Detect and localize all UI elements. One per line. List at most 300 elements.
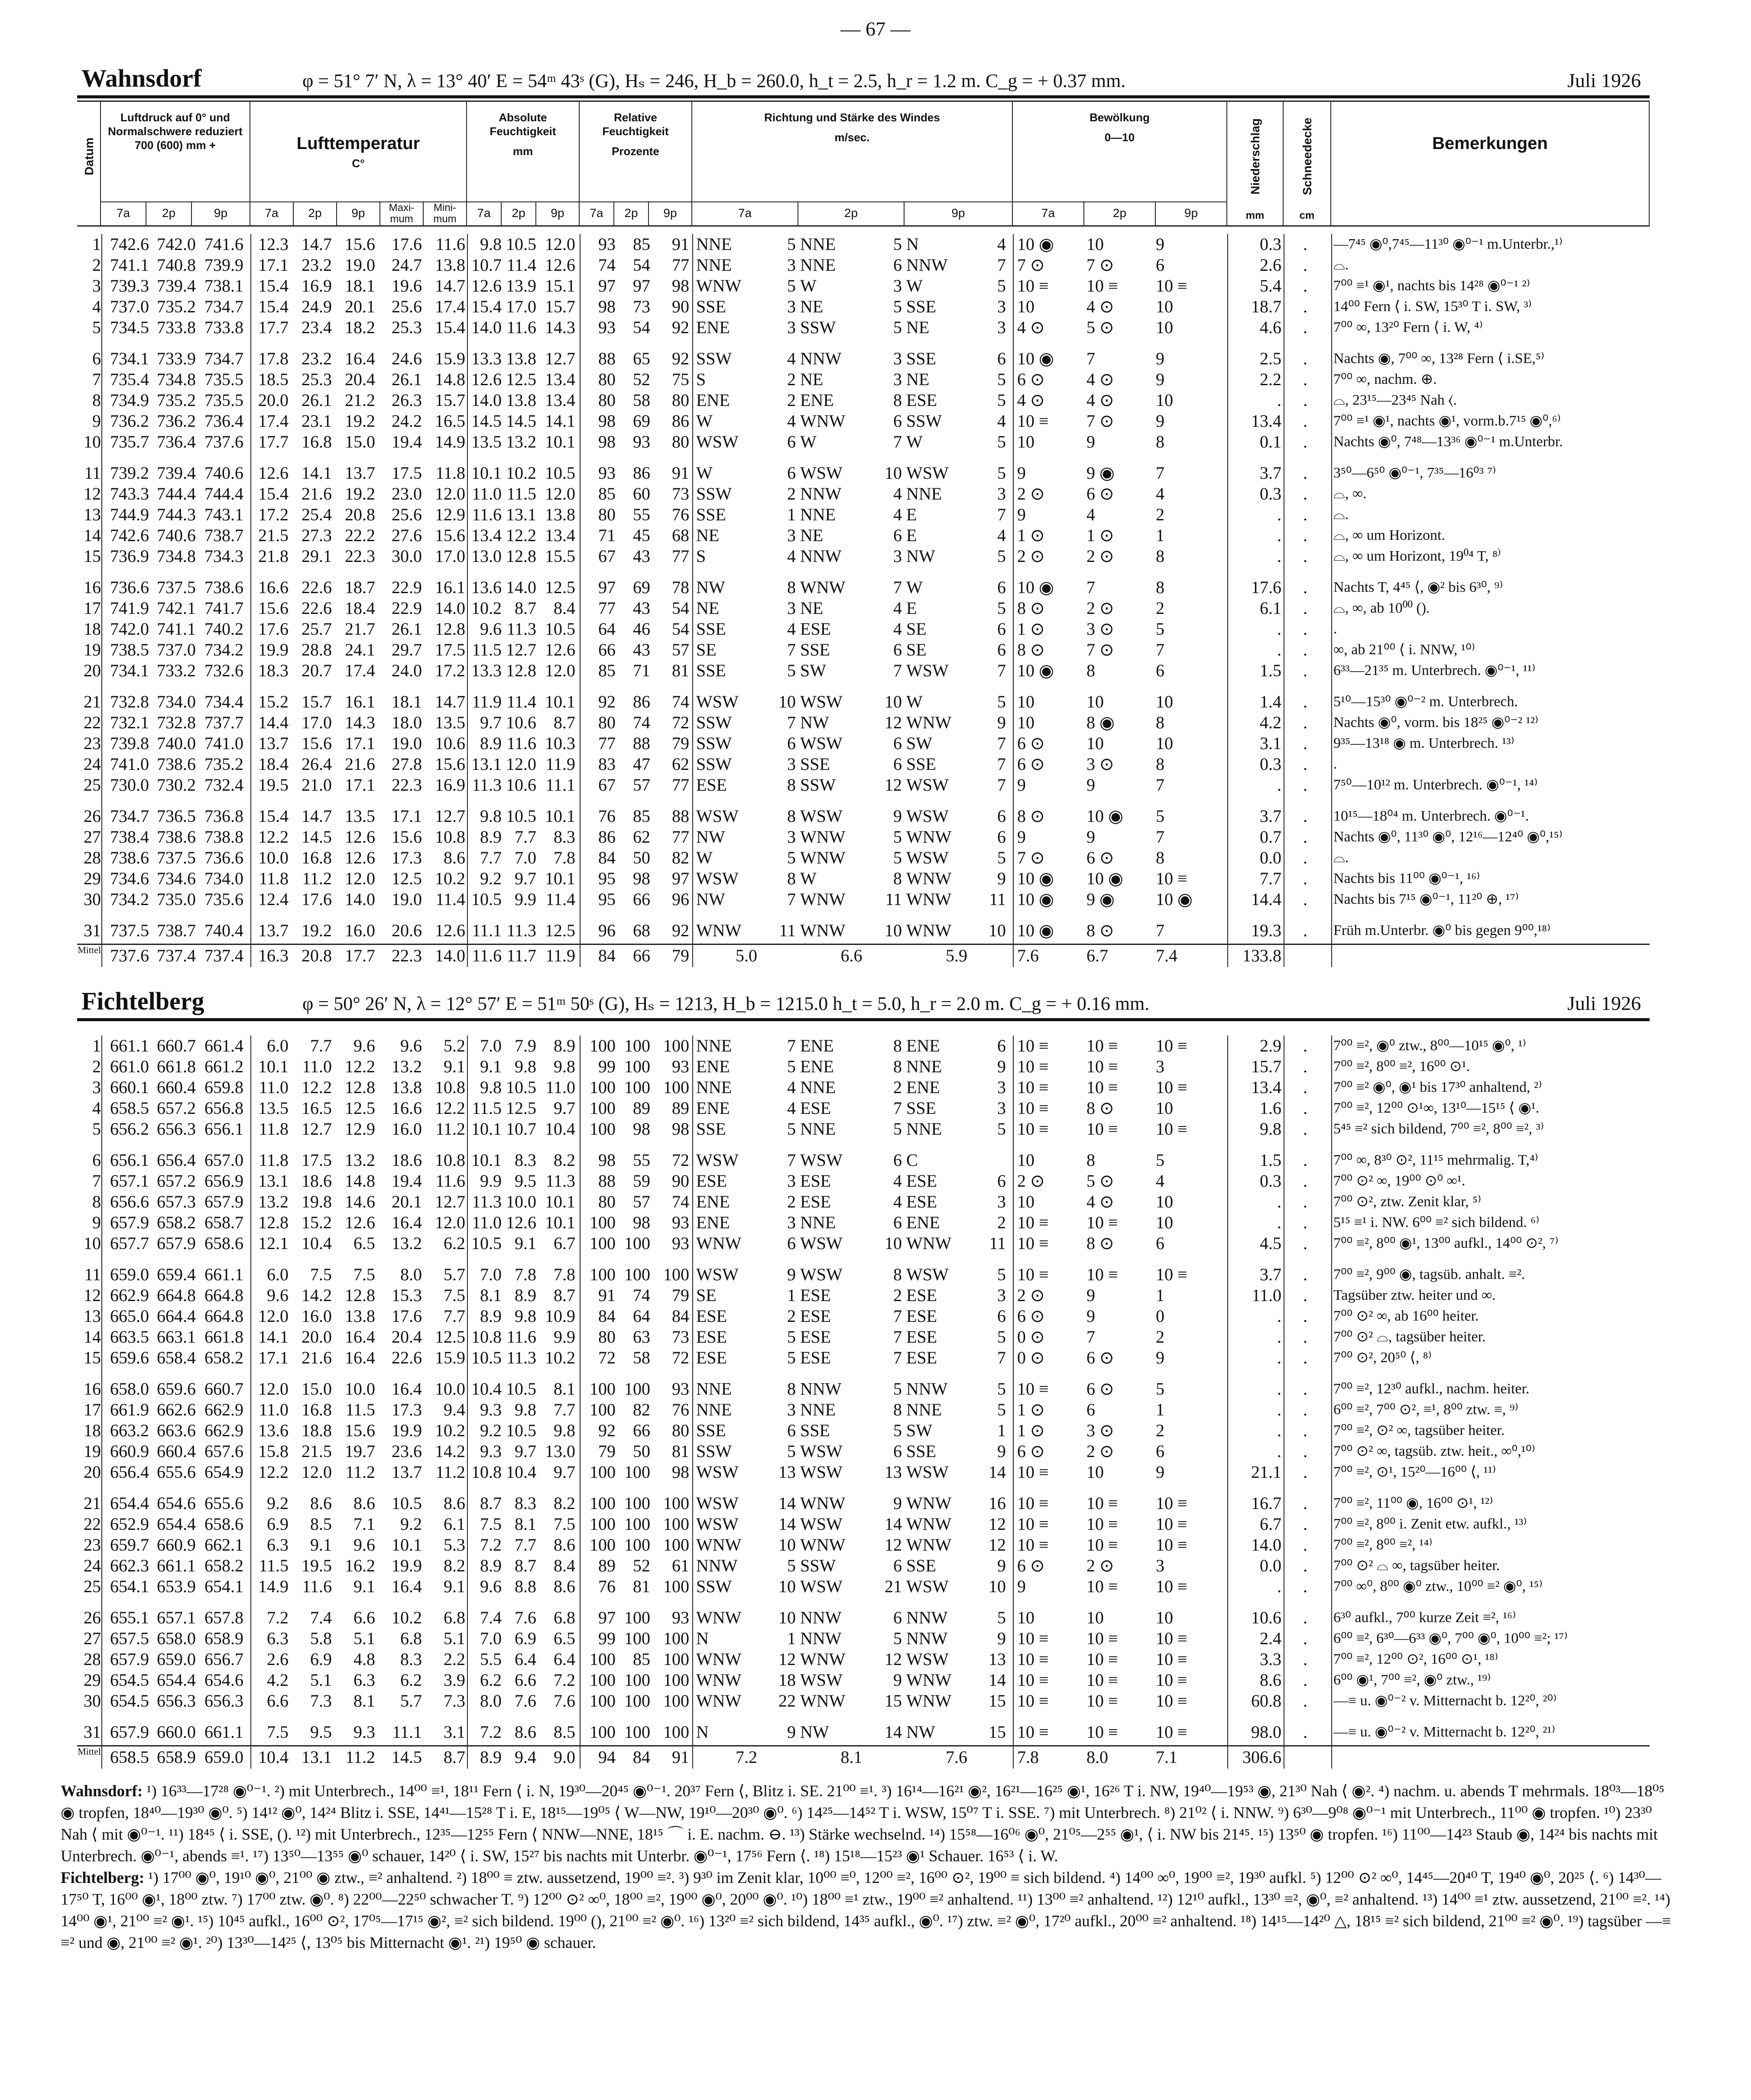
cell-10: 12.5 bbox=[506, 370, 536, 389]
cell-10: 8.3 bbox=[515, 1493, 536, 1513]
cell-18: 10 ◉ bbox=[1017, 234, 1054, 254]
cell-18: 9 bbox=[1017, 827, 1026, 847]
cell-18: 6 ⊙ bbox=[1017, 1306, 1045, 1326]
cell-9: 11.5 bbox=[472, 1098, 502, 1118]
cell-14: 81 bbox=[672, 661, 689, 680]
cell-3: 657.6 bbox=[204, 1441, 243, 1461]
cell-3: 737.7 bbox=[204, 713, 243, 732]
table-row bbox=[77, 432, 1650, 452]
cell-13: 100 bbox=[624, 1493, 650, 1513]
cell-12: 89 bbox=[598, 1556, 616, 1575]
header-sub-t9: 9p bbox=[192, 201, 250, 225]
cell-6: 12.2 bbox=[345, 1057, 375, 1076]
cell-19: 10 ≡ bbox=[1086, 1535, 1118, 1555]
cell-4: 21.5 bbox=[258, 526, 289, 545]
cell-14: 93 bbox=[672, 1608, 689, 1627]
cell-15: WNW 18 bbox=[696, 1670, 796, 1690]
cell-7: 5.7 bbox=[400, 1691, 422, 1711]
table-row bbox=[77, 1056, 1650, 1077]
cell-20: 1 bbox=[1156, 1285, 1164, 1305]
cell-3: 662.1 bbox=[204, 1535, 243, 1555]
cell-14: 91 bbox=[672, 234, 689, 254]
cell-2: 659.0 bbox=[157, 1649, 196, 1669]
cell-11: 7.7 bbox=[554, 1400, 575, 1419]
table-row bbox=[77, 1233, 1650, 1254]
cell-13: 85 bbox=[633, 234, 650, 254]
table-row bbox=[77, 827, 1650, 847]
cell-13: 66 bbox=[633, 946, 650, 965]
cell-3: 734.4 bbox=[204, 692, 243, 711]
cell-2: 740.0 bbox=[157, 734, 196, 753]
cell-3: 654.6 bbox=[204, 1670, 243, 1690]
cell-9: 10.5 bbox=[471, 889, 502, 909]
cell-1: 742.6 bbox=[110, 234, 149, 254]
cell-1: 734.2 bbox=[110, 889, 149, 909]
cell-14: 73 bbox=[672, 484, 689, 503]
cell-21: 19.3 bbox=[1251, 921, 1281, 940]
cell-7: 13.2 bbox=[392, 1233, 422, 1253]
cell-12: 72 bbox=[598, 1348, 616, 1367]
cell-3: 661.8 bbox=[204, 1327, 243, 1347]
cell-23: ⌓. bbox=[1333, 257, 1349, 273]
cell-11: 15.7 bbox=[545, 297, 575, 316]
cell-6: 21.6 bbox=[345, 754, 375, 774]
cell-20: 2 bbox=[1156, 505, 1164, 524]
cell-8: 14.0 bbox=[435, 598, 465, 618]
cell-10: 9.8 bbox=[515, 1057, 536, 1076]
column-rule bbox=[1331, 1035, 1332, 1769]
cell-17: WSW 14 bbox=[906, 1462, 1006, 1482]
cell-2: 738.7 bbox=[157, 921, 196, 940]
cell-15: W 6 bbox=[696, 463, 796, 483]
cell-16: NNE 8 bbox=[800, 1400, 902, 1419]
cell-14: 77 bbox=[672, 827, 689, 847]
cell-21: . bbox=[1277, 1192, 1281, 1211]
cell-0: 29 bbox=[84, 869, 101, 888]
cell-10: 9.5 bbox=[515, 1171, 536, 1191]
cell-1: 732.8 bbox=[110, 692, 149, 711]
cell-3: 662.9 bbox=[204, 1421, 243, 1440]
cell-15: WSW 6 bbox=[696, 432, 796, 451]
cell-13: 85 bbox=[633, 1649, 650, 1669]
cell-9: 11.5 bbox=[472, 640, 502, 659]
cell-15: ESE 3 bbox=[696, 1171, 796, 1191]
cell-4: 7.2 bbox=[267, 1608, 289, 1627]
cell-21: 14.0 bbox=[1251, 1535, 1281, 1555]
cell-15: WNW 5 bbox=[696, 276, 796, 295]
header-remarks bbox=[1331, 102, 1650, 225]
cell-3: 740.6 bbox=[204, 463, 243, 483]
cell-7: 29.7 bbox=[392, 640, 422, 659]
cell-7: 13.8 bbox=[392, 1078, 422, 1097]
cell-13: 59 bbox=[633, 1171, 650, 1191]
cell-18: 6 ⊙ bbox=[1017, 370, 1045, 389]
cell-9: 8.0 bbox=[480, 1691, 502, 1711]
cell-6: 13.7 bbox=[345, 463, 375, 483]
cell-16: WSW 6 bbox=[800, 1441, 902, 1461]
cell-3: 736.8 bbox=[204, 806, 243, 826]
cell-18: 10 bbox=[1017, 1150, 1034, 1170]
cell-0: 12 bbox=[84, 484, 101, 503]
cell-23: 7⁰⁰ ∞, 8³⁰ ⊙², 11¹⁵ mehrmalig. T,⁴⁾ bbox=[1333, 1152, 1538, 1168]
cell-5: 12.0 bbox=[302, 1462, 332, 1482]
cell-18: 10 ≡ bbox=[1017, 1265, 1049, 1284]
cell-23: 7⁰⁰ ≡², ⊙¹, 15²⁰—16⁰⁰ ⟨, ¹¹⁾ bbox=[1333, 1464, 1496, 1480]
cell-18: 10 ≡ bbox=[1017, 1629, 1049, 1648]
cell-5: 22.6 bbox=[302, 578, 332, 597]
cell-7: 19.9 bbox=[392, 1556, 422, 1575]
cell-19: 4 ⊙ bbox=[1086, 1192, 1114, 1211]
cell-10: 10.5 bbox=[506, 234, 536, 254]
cell-23: 7⁰⁰ ≡², ◉⁰ ztw., 8⁰⁰—10¹⁵ ◉⁰, ¹⁾ bbox=[1333, 1038, 1526, 1054]
cell-18: 6 ⊙ bbox=[1017, 734, 1045, 753]
cell-1: 660.1 bbox=[110, 1078, 149, 1097]
cell-10: 9.8 bbox=[515, 1400, 536, 1419]
cell-2: 740.6 bbox=[157, 526, 196, 545]
cell-15: NNW 5 bbox=[696, 1556, 796, 1575]
cell-18: 10 bbox=[1017, 297, 1034, 316]
cell-11: 9.7 bbox=[554, 1462, 575, 1482]
cell-5: 10.4 bbox=[302, 1233, 332, 1253]
cell-21: 4.5 bbox=[1260, 1233, 1281, 1253]
cell-8: 10.2 bbox=[435, 869, 465, 888]
cell-23: . bbox=[1333, 621, 1337, 637]
table-row bbox=[77, 1171, 1650, 1191]
cell-21: 3.7 bbox=[1260, 806, 1281, 826]
header-temp bbox=[250, 102, 467, 201]
cell-14: 80 bbox=[672, 390, 689, 410]
cell-13: 89 bbox=[633, 1098, 650, 1118]
cell-9: 9.8 bbox=[480, 806, 502, 826]
header-remarks-label: Bemerkungen bbox=[1432, 134, 1548, 153]
cell-16: ENE 8 bbox=[800, 1057, 902, 1076]
cell-3: 654.9 bbox=[204, 1462, 243, 1482]
cell-6: 19.2 bbox=[345, 484, 375, 503]
cell-15: ESE 5 bbox=[696, 1327, 796, 1347]
cell-23: ⌓, ∞ um Horizont, 19⁰⁴ T, ⁸⁾ bbox=[1333, 548, 1501, 564]
cell-2: 660.4 bbox=[157, 1441, 196, 1461]
header-snow-unit: cm bbox=[1299, 210, 1315, 221]
cell-12: 100 bbox=[590, 1119, 616, 1139]
cell-13: 98 bbox=[633, 1213, 650, 1232]
cell-15: SSW 7 bbox=[696, 713, 796, 732]
cell-0: 27 bbox=[84, 1629, 101, 1648]
cell-5: 17.6 bbox=[302, 889, 332, 909]
cell-12: 100 bbox=[590, 1670, 616, 1690]
cell-16: WSW 13 bbox=[800, 1462, 902, 1482]
cell-10: 7.7 bbox=[515, 1535, 536, 1555]
cell-9: 11.6 bbox=[472, 505, 502, 524]
cell-9: 8.7 bbox=[480, 1493, 502, 1513]
table-row bbox=[77, 1347, 1650, 1368]
cell-12: 96 bbox=[598, 921, 616, 940]
cell-6: 12.8 bbox=[345, 1078, 375, 1097]
cell-5: 16.5 bbox=[302, 1098, 332, 1118]
header-sub-t9: 9p bbox=[905, 201, 1013, 225]
cell-19: 4 ⊙ bbox=[1086, 297, 1114, 316]
cell-6: 7.1 bbox=[353, 1514, 375, 1534]
cell-22: . bbox=[1303, 1265, 1307, 1284]
cell-21: 6.7 bbox=[1260, 1514, 1281, 1534]
cell-9: 13.6 bbox=[471, 578, 502, 597]
cell-17: WSW 7 bbox=[906, 775, 1006, 795]
cell-8: 8.6 bbox=[444, 848, 465, 867]
cell-21: 2.4 bbox=[1260, 1629, 1281, 1648]
cell-20: 10 ◉ bbox=[1156, 889, 1193, 909]
cell-11: 8.7 bbox=[554, 1285, 575, 1305]
cell-16: W 7 bbox=[800, 432, 902, 451]
cell-10: 12.0 bbox=[506, 754, 536, 774]
column-rule bbox=[250, 1035, 251, 1769]
header-sub-t2: 2p bbox=[146, 201, 192, 225]
cell-10: 11.6 bbox=[506, 1327, 536, 1347]
cell-7: 16.4 bbox=[392, 1379, 422, 1399]
cell-0: 2 bbox=[92, 255, 101, 275]
cell-13: 74 bbox=[633, 1285, 650, 1305]
cell-18: 10 ≡ bbox=[1017, 1057, 1049, 1076]
cell-15: NNE 7 bbox=[696, 1036, 796, 1055]
cell-8: 6.2 bbox=[444, 1233, 465, 1253]
cell-7: 11.1 bbox=[392, 1722, 422, 1742]
cell-23: 7⁰⁰ ≡², 8⁰⁰ ≡², 16⁰⁰ ⊙¹. bbox=[1333, 1058, 1470, 1074]
cell-3: 660.7 bbox=[204, 1379, 243, 1399]
cell-14: 100 bbox=[663, 1265, 689, 1284]
column-rule bbox=[1331, 234, 1332, 967]
cell-23: 7⁰⁰ ≡², 8⁰⁰ i. Zenit etw. aufkl., ¹³⁾ bbox=[1333, 1516, 1527, 1532]
cell-3: 735.5 bbox=[204, 370, 243, 389]
cell-23: 7⁰⁰ ≡² ◉⁰, ◉¹ bis 17³⁰ anhaltend, ²⁾ bbox=[1333, 1079, 1542, 1095]
cell-9: 5.5 bbox=[480, 1649, 502, 1669]
cell-11: 10.1 bbox=[545, 1213, 575, 1232]
cell-20: 7.1 bbox=[1156, 1747, 1177, 1767]
cell-12: 71 bbox=[598, 526, 616, 545]
cell-13: 43 bbox=[633, 640, 650, 659]
table-row bbox=[77, 889, 1650, 910]
cell-14: 93 bbox=[672, 1057, 689, 1076]
cell-1: 655.1 bbox=[110, 1608, 149, 1627]
cell-2: 657.2 bbox=[157, 1098, 196, 1118]
cell-1: 659.7 bbox=[110, 1535, 149, 1555]
cell-13: 65 bbox=[633, 349, 650, 368]
cell-20: 6 bbox=[1156, 661, 1164, 680]
cell-10: 7.6 bbox=[515, 1608, 536, 1627]
cell-18: 10 ≡ bbox=[1017, 1722, 1049, 1742]
cell-6: 9.6 bbox=[353, 1036, 375, 1055]
cell-20: 4 bbox=[1156, 1171, 1164, 1191]
cell-19: 9 bbox=[1086, 1306, 1095, 1326]
cell-9: 11.3 bbox=[472, 775, 502, 795]
cell-14: 100 bbox=[663, 1722, 689, 1742]
cell-13: 100 bbox=[624, 1629, 650, 1648]
cell-5: 12.7 bbox=[302, 1119, 332, 1139]
cell-23: ⌓, ∞, ab 10⁰⁰ (). bbox=[1333, 600, 1430, 616]
cell-23: 3⁵⁰—6⁵⁰ ◉⁰⁻¹, 7³⁵—16⁰³ ⁷⁾ bbox=[1333, 465, 1496, 481]
cell-21: 3.1 bbox=[1260, 734, 1281, 753]
cell-17: WSW 7 bbox=[906, 661, 1006, 680]
cell-14: 91 bbox=[672, 1747, 689, 1767]
cell-11: 10.5 bbox=[545, 619, 575, 639]
cell-10: 11.3 bbox=[506, 921, 536, 940]
cell-18: 10 ≡ bbox=[1017, 1462, 1049, 1482]
mean-rule bbox=[77, 1745, 1650, 1746]
cell-3: 655.6 bbox=[204, 1493, 243, 1513]
cell-1: 658.5 bbox=[110, 1098, 149, 1118]
cell-12: 100 bbox=[590, 1514, 616, 1534]
cell-13: 58 bbox=[633, 390, 650, 410]
cell-18: 10 ≡ bbox=[1017, 411, 1049, 431]
cell-10: 11.3 bbox=[506, 619, 536, 639]
cell-20: 10 bbox=[1156, 692, 1173, 711]
cell-3: 662.9 bbox=[204, 1400, 243, 1419]
cell-11: 9.7 bbox=[554, 1098, 575, 1118]
cell-3: 738.6 bbox=[204, 578, 243, 597]
cell-2: 660.9 bbox=[157, 1535, 196, 1555]
header-sub-t2: 2p bbox=[614, 201, 649, 225]
cell-10: 10.2 bbox=[506, 463, 536, 483]
cell-14: 100 bbox=[663, 1577, 689, 1596]
cell-0: Mittel bbox=[78, 1747, 101, 1757]
table-row bbox=[77, 1670, 1650, 1691]
cell-8: 10.0 bbox=[435, 1379, 465, 1399]
cell-4: 12.0 bbox=[258, 1379, 289, 1399]
cell-15: NE 3 bbox=[696, 598, 796, 618]
cell-3: 738.7 bbox=[204, 526, 243, 545]
cell-17: NNE 5 bbox=[906, 1119, 1006, 1139]
cell-7: 20.1 bbox=[392, 1192, 422, 1211]
cell-2: 658.4 bbox=[157, 1348, 196, 1367]
cell-11: 7.5 bbox=[554, 1514, 575, 1534]
footnotes-wahnsdorf bbox=[61, 1781, 1676, 1867]
cell-9: 7.0 bbox=[480, 1036, 502, 1055]
cell-14: 97 bbox=[672, 869, 689, 888]
cell-8: 12.8 bbox=[435, 619, 465, 639]
cell-1: 656.2 bbox=[110, 1119, 149, 1139]
cell-22: . bbox=[1303, 318, 1307, 337]
cell-5: 13.1 bbox=[302, 1747, 332, 1767]
cell-9: 7.2 bbox=[480, 1722, 502, 1742]
header-sub-t7: 7a bbox=[101, 201, 146, 225]
cell-15: SE 7 bbox=[696, 640, 796, 659]
cell-14: 76 bbox=[672, 505, 689, 524]
cell-22: . bbox=[1303, 598, 1307, 618]
cell-19: 3 ⊙ bbox=[1086, 754, 1114, 774]
cell-7: 30.0 bbox=[392, 546, 422, 566]
cell-2: 660.0 bbox=[157, 1722, 196, 1742]
cell-13: 64 bbox=[633, 1306, 650, 1326]
cell-14: 93 bbox=[672, 1379, 689, 1399]
cell-19: 6 ⊙ bbox=[1086, 848, 1114, 867]
cell-10: 10.4 bbox=[506, 1462, 536, 1482]
cell-9: 7.0 bbox=[480, 1629, 502, 1648]
table-row bbox=[77, 754, 1650, 775]
cell-20: 5 bbox=[1156, 1379, 1164, 1399]
cell-19: 10 ≡ bbox=[1086, 276, 1118, 295]
cell-6: 8.1 bbox=[353, 1691, 375, 1711]
cell-0: 24 bbox=[84, 1556, 101, 1575]
cell-6: 12.6 bbox=[345, 827, 375, 847]
cell-4: 16.3 bbox=[258, 946, 289, 965]
cell-0: 4 bbox=[92, 297, 101, 316]
cell-16: WNW 6 bbox=[800, 411, 902, 431]
header-abs_hum-unit: mm bbox=[512, 145, 533, 158]
cell-7: 10.2 bbox=[392, 1608, 422, 1627]
cell-18: 0 ⊙ bbox=[1017, 1348, 1045, 1367]
cell-14: 80 bbox=[672, 432, 689, 451]
cell-12: 98 bbox=[598, 432, 616, 451]
cell-18: 10 bbox=[1017, 1608, 1034, 1627]
cell-3: 656.7 bbox=[204, 1649, 243, 1669]
table-row bbox=[77, 1035, 1650, 1056]
cell-10: 9.1 bbox=[515, 1233, 536, 1253]
cell-12: 100 bbox=[590, 1400, 616, 1419]
cell-8: 10.8 bbox=[435, 1078, 465, 1097]
cell-10: 8.9 bbox=[515, 1285, 536, 1305]
cell-21: 0.0 bbox=[1260, 848, 1281, 867]
cell-8: 14.7 bbox=[435, 276, 465, 295]
cell-1: 654.4 bbox=[110, 1493, 149, 1513]
cell-3: 661.4 bbox=[204, 1036, 243, 1055]
cell-15: WNW 22 bbox=[696, 1691, 796, 1711]
cell-14: 88 bbox=[672, 806, 689, 826]
cell-18: 2 ⊙ bbox=[1017, 1285, 1045, 1305]
cell-16: 6.6 bbox=[840, 946, 863, 965]
cell-17: SSW 4 bbox=[906, 411, 1006, 431]
cell-3: 658.2 bbox=[204, 1348, 243, 1367]
cell-7: 26.3 bbox=[392, 390, 422, 410]
cell-5: 6.9 bbox=[310, 1649, 332, 1669]
cell-6: 17.1 bbox=[345, 775, 375, 795]
cell-23: Nachts bis 7¹⁵ ◉⁰⁻¹, 11²⁰ ⊕, ¹⁷⁾ bbox=[1333, 891, 1519, 907]
cell-19: 3 ⊙ bbox=[1086, 1421, 1114, 1440]
cell-3: 661.2 bbox=[204, 1057, 243, 1076]
cell-3: 744.4 bbox=[204, 484, 243, 503]
cell-6: 4.8 bbox=[353, 1649, 375, 1669]
cell-10: 11.3 bbox=[506, 1348, 536, 1367]
cell-19: 10 ≡ bbox=[1086, 1036, 1118, 1055]
cell-15: WSW 13 bbox=[696, 1462, 796, 1482]
cell-16: NNW 4 bbox=[800, 484, 902, 503]
cell-10: 8.7 bbox=[515, 1556, 536, 1575]
cell-14: 91 bbox=[672, 463, 689, 483]
cell-15: WSW 7 bbox=[696, 1150, 796, 1170]
cell-2: 738.6 bbox=[157, 827, 196, 847]
cell-2: 657.3 bbox=[157, 1192, 196, 1211]
cell-12: 100 bbox=[590, 1098, 616, 1118]
cell-10: 14.5 bbox=[506, 411, 536, 431]
cell-2: 734.8 bbox=[157, 370, 196, 389]
cell-20: 3 bbox=[1156, 1057, 1164, 1076]
cell-4: 10.4 bbox=[258, 1747, 289, 1767]
cell-11: 13.4 bbox=[545, 390, 575, 410]
cell-9: 15.4 bbox=[471, 297, 502, 316]
header-sub-t2: 2p bbox=[798, 201, 905, 225]
cell-8: 6.8 bbox=[444, 1608, 465, 1627]
cell-7: 18.6 bbox=[392, 1150, 422, 1170]
cell-8: 15.9 bbox=[435, 1348, 465, 1367]
cell-22: . bbox=[1303, 1171, 1307, 1191]
cell-23: 7⁰⁰ ⊙² ∞, tagsüb. ztw. heit., ∞⁰,¹⁰⁾ bbox=[1333, 1443, 1535, 1459]
cell-15: WSW 8 bbox=[696, 869, 796, 888]
cell-3: 658.6 bbox=[204, 1514, 243, 1534]
cell-2: 744.3 bbox=[157, 505, 196, 524]
cell-11: 10.3 bbox=[545, 734, 575, 753]
cell-22: . bbox=[1303, 869, 1307, 888]
cell-1: 736.2 bbox=[110, 411, 149, 431]
cell-20: 10 ≡ bbox=[1156, 1514, 1187, 1534]
cell-16: SSE 6 bbox=[800, 754, 902, 774]
cell-19: 9 bbox=[1086, 1285, 1095, 1305]
table-row bbox=[77, 1535, 1650, 1555]
